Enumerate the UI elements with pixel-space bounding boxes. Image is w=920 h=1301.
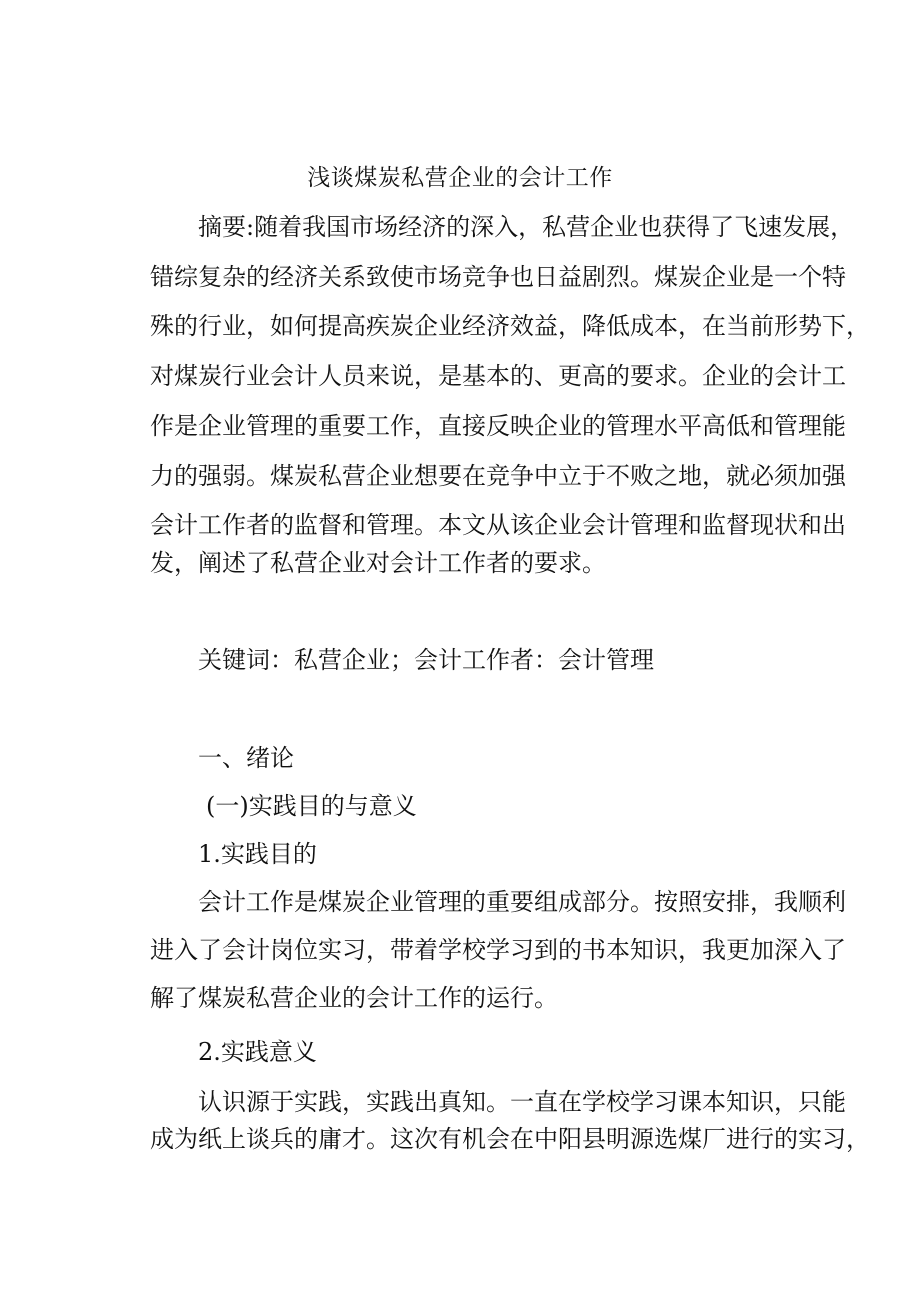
abstract-line-1: 摘要:随着我国市场经济的深入，私营企业也获得了飞速发展，	[198, 213, 855, 241]
item-1-line-3: 解了煤炭私营企业的会计工作的运行。	[150, 984, 558, 1012]
abstract-line-6: 力的强弱。煤炭私营企业想要在竞争中立于不败之地，就必须加强	[150, 462, 846, 490]
item-1-line-1: 会计工作是煤炭企业管理的重要组成部分。按照安排，我顺利	[198, 888, 846, 916]
abstract-line-7: 会计工作者的监督和管理。本文从该企业会计管理和监督现状和出	[150, 511, 846, 539]
item-2-line-1: 认识源于实践，实践出真知。一直在学校学习课本知识，只能	[198, 1088, 846, 1116]
abstract-line-4: 对煤炭行业会计人员来说，是基本的、更高的要求。企业的会计工	[150, 362, 846, 390]
keywords: 关键词：私营企业；会计工作者：会计管理	[198, 646, 654, 674]
subsection-heading: (一)实践目的与意义	[206, 792, 417, 820]
section-heading: 一、绪论	[198, 744, 294, 772]
item-heading-2: 2.实践意义	[198, 1038, 317, 1066]
item-1-line-2: 进入了会计岗位实习，带着学校学习到的书本知识，我更加深入了	[150, 936, 846, 964]
abstract-line-8: 发，阐述了私营企业对会计工作者的要求。	[150, 549, 606, 577]
abstract-line-2: 错综复杂的经济关系致使市场竞争也日益剧烈。煤炭企业是一个特	[150, 263, 846, 291]
abstract-line-3: 殊的行业，如何提高疾炭企业经济效益，降低成本，在当前形势下，	[150, 312, 870, 340]
abstract-line-5: 作是企业管理的重要工作，直接反映企业的管理水平高低和管理能	[150, 412, 846, 440]
item-heading-1: 1.实践目的	[198, 840, 317, 868]
document-title: 浅谈煤炭私营企业的会计工作	[307, 165, 613, 191]
item-2-line-2: 成为纸上谈兵的庸才。这次有机会在中阳县明源选煤厂进行的实习，	[150, 1125, 870, 1153]
